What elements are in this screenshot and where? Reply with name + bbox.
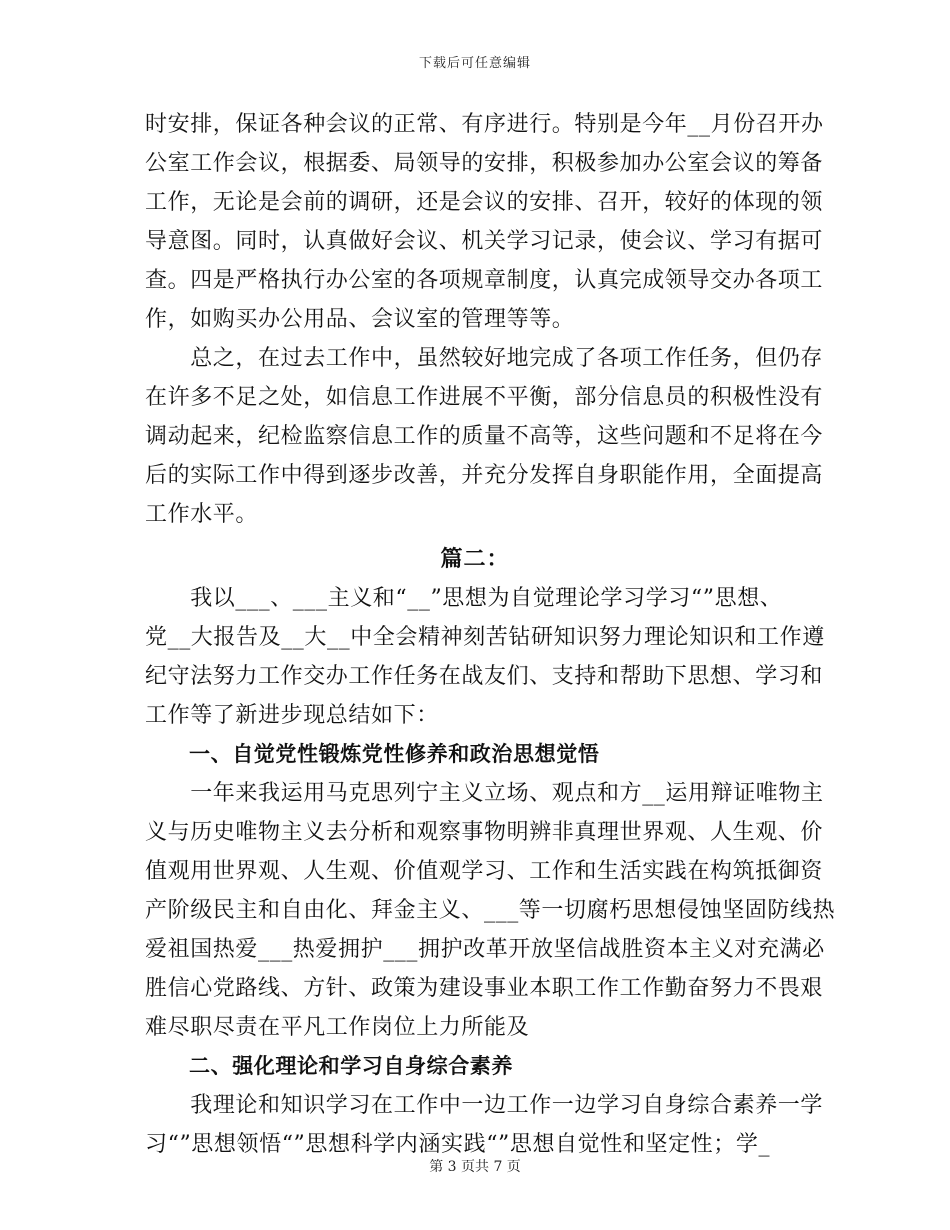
body-text-line: 难尽职尽责在平凡工作岗位上力所能及 bbox=[145, 1015, 530, 1040]
body-text-line: 后的实际工作中得到逐步改善，并充分发挥自身职能作用，全面提高 bbox=[145, 463, 824, 488]
body-text-line: 义与历史唯物主义去分析和观察事物明辨非真理世界观、人生观、价 bbox=[145, 820, 824, 845]
page-header: 下载后可任意编辑 bbox=[418, 56, 531, 71]
body-text-line: 工作，无论是会前的调研，还是会议的安排、召开，较好的体现的领 bbox=[145, 190, 824, 215]
body-text-line: 一年来我运用马克思列宁主义立场、观点和方__运用辩证唯物主 bbox=[145, 781, 824, 806]
body-text-line: 习“”思想领悟“”思想科学内涵实践“”思想自觉性和坚定性；学_ bbox=[145, 1132, 771, 1157]
body-text-line: 时安排，保证各种会议的正常、有序进行。特别是今年__月份召开办 bbox=[145, 112, 824, 137]
body-text-line: 我理论和知识学习在工作中一边工作一边学习自身综合素养一学 bbox=[145, 1093, 824, 1118]
body-text-line: 工作等了新进步现总结如下： bbox=[145, 703, 439, 728]
body-text-line: 爱祖国热爱___热爱拥护___拥护改革开放坚信战胜资本主义对充满必 bbox=[145, 937, 825, 962]
body-text-line: 查。四是严格执行办公室的各项规章制度，认真完成领导交办各项工 bbox=[145, 268, 824, 293]
body-text-line: 党__大报告及__大__中全会精神刻苦钻研知识努力理论知识和工作遵 bbox=[145, 625, 825, 650]
section-title: 篇二： bbox=[440, 546, 510, 572]
page-footer: 第 3 页共 7 页 bbox=[429, 1159, 521, 1175]
body-text-line: 我以___、___主义和“__”思想为自觉理论学习学习“”思想、 bbox=[145, 586, 783, 611]
document-body bbox=[145, 105, 836, 1164]
body-text-line: 在许多不足之处，如信息工作进展不平衡，部分信息员的积极性没有 bbox=[145, 385, 824, 410]
body-text-line: 纪守法努力工作交办工作任务在战友们、支持和帮助下思想、学习和 bbox=[145, 664, 824, 689]
body-text-line: 调动起来，纪检监察信息工作的质量不高等，这些问题和不足将在今 bbox=[145, 424, 824, 449]
body-text-line: 导意图。同时，认真做好会议、机关学习记录，使会议、学习有据可 bbox=[145, 229, 824, 254]
body-text-line: 工作水平。 bbox=[145, 502, 259, 527]
body-text-line: 值观用世界观、人生观、价值观学习、工作和生活实践在构筑抵御资 bbox=[145, 859, 824, 884]
body-text-line: 产阶级民主和自由化、拜金主义、___等一切腐朽思想侵蚀坚固防线热 bbox=[145, 898, 836, 923]
body-text-line: 胜信心党路线、方针、政策为建设事业本职工作工作勤奋努力不畏艰 bbox=[145, 976, 824, 1001]
body-text-line: 作，如购买办公用品、会议室的管理等等。 bbox=[145, 307, 575, 332]
body-text-line: 总之，在过去工作中，虽然较好地完成了各项工作任务，但仍存 bbox=[145, 346, 824, 371]
section-heading: 一、自觉党性锻炼党性修养和政治思想觉悟 bbox=[189, 742, 600, 766]
body-text-line: 公室工作会议，根据委、局领导的安排，积极参加办公室会议的筹备 bbox=[145, 151, 824, 176]
section-heading: 二、强化理论和学习自身综合素养 bbox=[189, 1054, 513, 1078]
